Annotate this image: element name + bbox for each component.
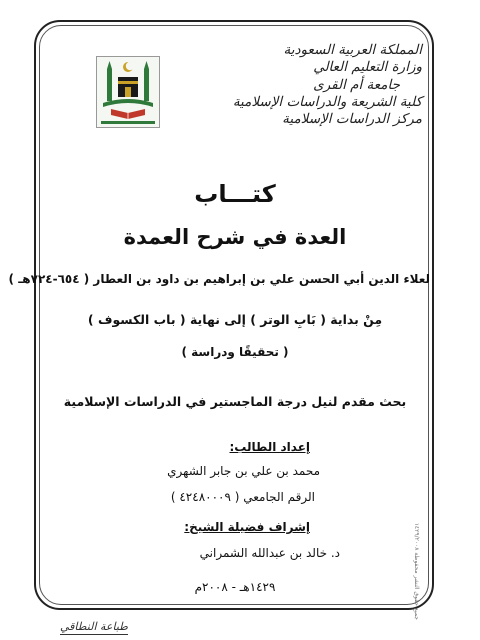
student-id-row bbox=[95, 486, 315, 505]
side-copyright-note: جميع حقوق النشر محفوظة ١٤٢٩/٢٠٠٨ bbox=[413, 522, 420, 620]
institution-header bbox=[232, 42, 422, 128]
publication-date: ١٤٢٩هـ - ٢٠٠٨م bbox=[194, 580, 276, 594]
book-tahqiq: ( تحقيقًا ودراسة ) bbox=[181, 345, 289, 359]
kitab-heading: كتـــاب bbox=[194, 180, 276, 208]
supervisor-name: د. خالد بن عبدالله الشمراني bbox=[199, 546, 340, 560]
printer-stamp: طباعة النطاقي bbox=[60, 620, 128, 633]
book-range: مِنْ بداية ( بَابِ الوتر ) إلى نهاية ( باب الكسوف ) bbox=[87, 312, 383, 327]
header-line-kingdom: المملكة العربية السعودية bbox=[283, 42, 422, 58]
student-name-row bbox=[100, 460, 320, 479]
student-id: الرقم الجامعي ( ٤٢٤٨٠٠٠٩ ) bbox=[170, 490, 315, 504]
book-title: العدة في شرح العمدة bbox=[123, 225, 347, 249]
student-name: محمد بن علي بن جابر الشهري bbox=[167, 464, 320, 478]
student-label-row bbox=[90, 436, 310, 455]
umm-al-qura-university-logo-icon bbox=[96, 56, 160, 128]
book-author: لعلاء الدين أبي الحسن علي بن إبراهيم بن داود بن العطار ( ٦٥٤-٧٢٤هـ ) bbox=[8, 272, 430, 286]
header-line-ministry: وزارة التعليم العالي bbox=[313, 59, 422, 76]
supervisor-label-row bbox=[90, 516, 310, 535]
header-line-center: مركز الدراسات الإسلامية bbox=[282, 111, 422, 128]
supervisor-name-row bbox=[120, 542, 340, 561]
student-label: إعداد الطالب: bbox=[229, 440, 310, 454]
header-line-university: جامعة أم القرى bbox=[313, 76, 400, 93]
header-line-college: كلية الشريعة والدراسات الإسلامية bbox=[232, 93, 422, 110]
thesis-purpose: بحث مقدم لنيل درجة الماجستير في الدراسات الإسلامية bbox=[63, 394, 407, 409]
supervisor-label: إشراف فضيلة الشيخ: bbox=[184, 520, 310, 534]
